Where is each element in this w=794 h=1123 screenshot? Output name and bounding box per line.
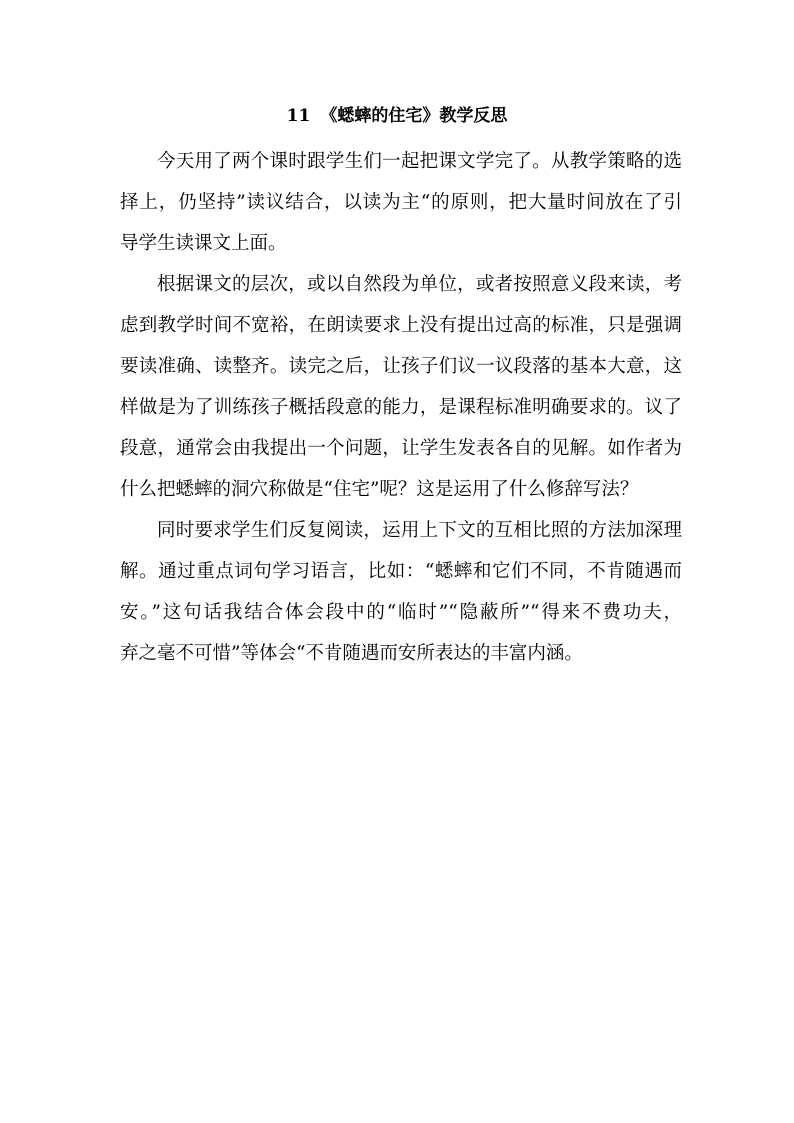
title-text: 《蟋蟀的住宅》教学反思 (320, 106, 508, 126)
paragraph-line: 要读准确、读整齐。读完之后，让孩子们议一议段落的基本大意，这 (120, 356, 682, 377)
paragraph-line: 择上，仍坚持”读议结合，以读为主“的原则，把大量时间放在了引 (120, 192, 682, 213)
paragraph-1 (120, 141, 682, 264)
paragraph-3 (120, 510, 682, 674)
paragraph-line: 段意，通常会由我提出一个问题，让学生发表各自的见解。如作者为 (120, 438, 682, 459)
paragraph-line: 什么把蟋蟀的洞穴称做是“住宅”呢？这是运用了什么修辞写法？ (120, 479, 639, 500)
paragraph-line: 根据课文的层次，或以自然段为单位，或者按照意义段来读，考 (157, 274, 682, 295)
paragraph-line: 安。”这句话我结合体会段中的“临时”“隐蔽所”“得来不费功夫， (120, 602, 682, 623)
paragraph-line: 弃之毫不可惜”等体会“不肯随遇而安所表达的丰富内涵。 (120, 643, 583, 664)
title-number: 11 (286, 106, 311, 126)
paragraph-2 (120, 264, 682, 510)
document-title (0, 104, 794, 128)
paragraph-line: 样做是为了训练孩子概括段意的能力，是课程标准明确要求的。议了 (120, 397, 682, 418)
paragraph-line: 虑到教学时间不宽裕，在朗读要求上没有提出过高的标准，只是强调 (120, 315, 682, 336)
paragraph-line: 同时要求学生们反复阅读，运用上下文的互相比照的方法加深理 (157, 520, 682, 541)
paragraph-line: 导学生读课文上面。 (120, 233, 287, 254)
paragraph-line: 今天用了两个课时跟学生们一起把课文学完了。从教学策略的选 (157, 151, 682, 172)
paragraph-line: 解。通过重点词句学习语言，比如：“蟋蟀和它们不同，不肯随遇而 (120, 561, 682, 582)
